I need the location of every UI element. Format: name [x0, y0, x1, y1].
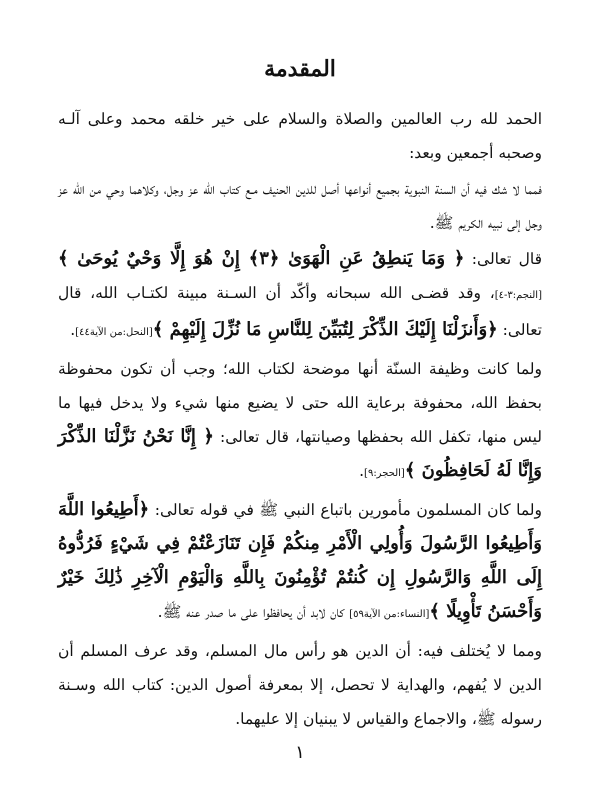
paragraph-text: ، وقد قضـى الله سبحانه وأكّد أن السـنة مبينة لكتـاب الله، قال تعالى: [58, 284, 542, 339]
paragraph-text: ولما كانت وظيفة السنّة أنها موضحة لكتاب الله؛ وجب أن تكون محفوظة بحفظ الله، محفوفة برعاية الله حتى لا يضيع منها شيء ولا يدخل فيها ما ليس منها، تكفل الله بحفظها وصيانتها، قال تعالى: [58, 360, 542, 446]
paragraph-text: . [70, 321, 76, 339]
paragraph-text: قال تعالى: [464, 250, 542, 268]
paragraph-2 [58, 172, 542, 240]
paragraph-1 [58, 102, 542, 170]
paragraph-text: الحمد لله رب العالمين والصلاة والسلام على خير خلقه محمد وعلى آلـه وصحبه أجمعين وبعد: [58, 110, 542, 162]
verse-reference: [النجم:٣-٤] [494, 290, 542, 301]
page-number: ١ [295, 742, 305, 763]
paragraph-text: كان لابد أن يحافظوا على ما صدر عنه ﷺ. [157, 603, 350, 621]
quran-verse: ﴿ إِنَّا نَحْنُ نَزَّلْنَا الذِّكْرَ وَإِنَّا لَهُ لَحَافِظُونَ ﴾ [58, 426, 542, 481]
paragraph-3 [58, 242, 542, 350]
paragraph-text: ولما كان المسلمون مأمورين باتباع النبي ﷺ في قوله تعالى: [149, 501, 543, 519]
verse-reference: [النحل:من الآية٤٤] [75, 327, 153, 338]
quran-verse: ﴿ وَمَا يَنطِقُ عَنِ الْهَوَىٰ ﴿٣﴾ إِنْ هُوَ إِلَّا وَحْيٌ يُوحَىٰ ﴾ [58, 248, 465, 269]
quran-verse: ﴿وَأَنزَلْنَا إِلَيْكَ الذِّكْرَ لِتُبَيِّنَ لِلنَّاسِ مَا نُزِّلَ إِلَيْهِمْ ﴾ [152, 319, 498, 340]
paragraph-6 [58, 634, 542, 736]
paragraph-4 [58, 352, 542, 491]
verse-reference: [النساء:من الآية٥٩] [349, 609, 430, 620]
paragraph-text: . [359, 462, 365, 480]
body-text [58, 102, 542, 736]
quran-verse: ﴿أَطِيعُوا اللَّهَ وَأَطِيعُوا الرَّسُولَ وَأُولِي الْأَمْرِ مِنكُمْ فَإِن تَنَازَعْتُمْ فِي شَيْءٍ فَرُدُّوهُ إِلَى اللَّهِ وَالرَّسُولِ إِن كُنتُمْ تُؤْمِنُونَ بِاللَّهِ وَالْيَوْمِ الْآخِرِ ذَٰلِكَ خَيْرٌ وَأَحْسَنُ تَأْوِيلًا ﴾ [58, 499, 542, 622]
paragraph-text: ومما لا يُختلف فيه: أن الدين هو رأس مال المسلم، وقد عرف المسلم أن الدين لا يُفهم، والهداية لا تحصل، إلا بمعرفة أصول الدين: كتاب الله وسـنة رسوله ﷺ، والاجماع والقياس لا يبنيان إلا عليهما. [58, 642, 542, 728]
page-title: المقدمة [264, 56, 336, 82]
paragraph-5 [58, 493, 542, 632]
paragraph-text: فمما لا شك فيه أن السنة النبوية بجميع أنواعها أصل للدين الحنيف مـع كتاب الله عز وجل، وكلاهما وحي من الله عز وجل إلى نبيه الكريم ﷺ. [58, 180, 542, 232]
verse-reference: [الحجر:٩] [364, 468, 405, 479]
